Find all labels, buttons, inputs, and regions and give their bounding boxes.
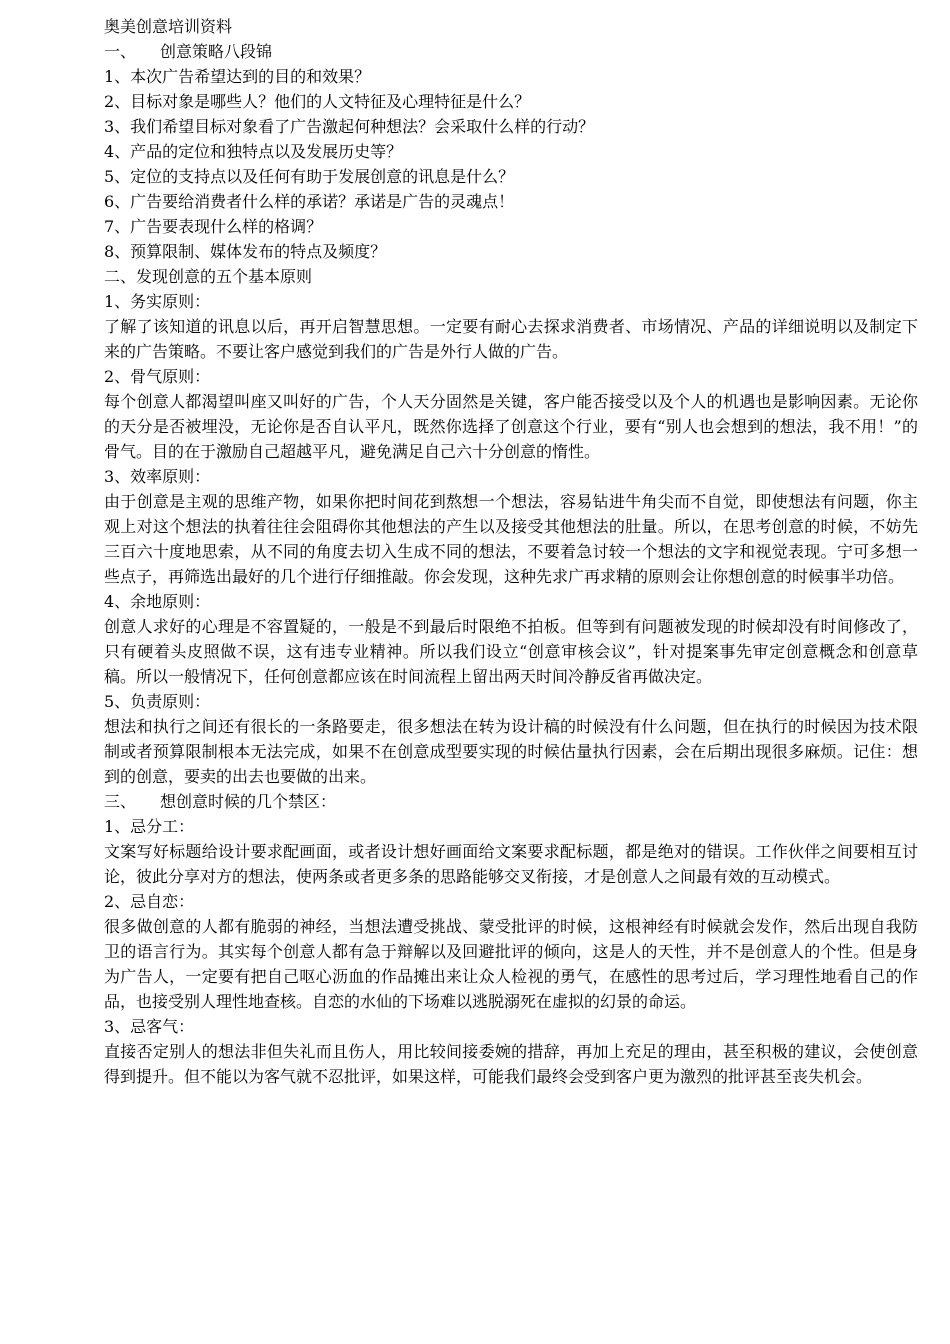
taboo-text-1: 文案写好标题给设计要求配画面，或者设计想好画面给文案要求配标题，都是绝对的错误。工作伙伴之间要相互讨论，彼此分享对方的想法，使两条或者更多条的思路能够交叉衔接，才是创意人之间最有效的互动模式。 [104, 842, 918, 886]
principle-text-2: 每个创意人都渴望叫座又叫好的广告，个人天分固然是关键，客户能否接受以及个人的机遇也是影响因素。无论你的天分是否被埋没，无论你是否自认平凡，既然你选择了创意这个行业，要有“别人也会想到的想法，我不用！”的骨气。目的在于激励自己超越平凡，避免满足自己六十分创意的惰性。 [104, 392, 918, 461]
principle-text-3: 由于创意是主观的思维产物，如果你把时间花到熬想一个想法，容易钻进牛角尖而不自觉，即使想法有问题，你主观上对这个想法的执着往往会阻碍你其他想法的产生以及接受其他想法的肚量。所以，在思考创意的时候，不妨先三百六十度地思索，从不同的角度去切入生成不同的想法，不要着急讨较一个想法的文字和视觉表现。宁可多想一些点子，再筛选出最好的几个进行仔细推敲。你会发现，这种先求广再求精的原则会让你想创意的时候事半功倍。 [104, 492, 918, 586]
principle-text-5: 想法和执行之间还有很长的一条路要走，很多想法在转为设计稿的时候没有什么问题，但在执行的时候因为技术限制或者预算限制根本无法完成，如果不在创意成型要实现的时候估量执行因素，会在后期出现很多麻烦。记住：想到的创意，要卖的出去也要做的出来。 [104, 717, 918, 786]
strategy-item-1: 1、本次广告希望达到的目的和效果？ [104, 67, 371, 86]
strategy-item-6: 6、广告要给消费者什么样的承诺？承诺是广告的灵魂点！ [104, 192, 515, 211]
strategy-item-4: 4、产品的定位和独特点以及发展历史等？ [104, 142, 403, 161]
section-heading-1-number: 一、 [104, 42, 137, 61]
principle-label-4: 4、余地原则： [104, 592, 211, 611]
principle-label-3: 3、效率原则： [104, 467, 211, 486]
document-page [104, 14, 918, 1089]
taboo-label-2: 2、忌自恋： [104, 892, 195, 911]
strategy-item-7: 7、广告要表现什么样的格调？ [104, 217, 323, 236]
strategy-item-5: 5、定位的支持点以及任何有助于发展创意的讯息是什么？ [104, 167, 515, 186]
section-heading-3 [104, 789, 918, 814]
strategy-item-8: 8、预算限制、媒体发布的特点及频度？ [104, 242, 387, 261]
section-heading-1 [104, 39, 918, 64]
taboo-text-2: 很多做创意的人都有脆弱的神经，当想法遭受挑战、蒙受批评的时候，这根神经有时候就会发作，然后出现自我防卫的语言行为。其实每个创意人都有急于辩解以及回避批评的倾向，这是人的天性，并不是创意人的个性。但是身为广告人，一定要有把自己呕心沥血的作品摊出来让众人检视的勇气，在感性的思考过后，学习理性地看自己的作品，也接受别人理性地查核。自恋的水仙的下场难以逃脱溺死在虚拟的幻景的命运。 [104, 917, 918, 1011]
principle-text-1: 了解了该知道的讯息以后，再开启智慧思想。一定要有耐心去探求消费者、市场情况、产品的详细说明以及制定下来的广告策略。不要让客户感觉到我们的广告是外行人做的广告。 [104, 317, 918, 361]
strategy-item-3: 3、我们希望目标对象看了广告激起何种想法？会采取什么样的行动？ [104, 117, 595, 136]
taboo-text-3: 直接否定别人的想法非但失礼而且伤人，用比较间接委婉的措辞，再加上充足的理由，甚至积极的建议，会使创意得到提升。但不能以为客气就不忍批评，如果这样，可能我们最终会受到客户更为激烈的批评甚至丧失机会。 [104, 1042, 918, 1086]
document-title: 奥美创意培训资料 [104, 17, 233, 36]
section-heading-1-text: 创意策略八段锦 [160, 42, 273, 61]
section-heading-2: 二、发现创意的五个基本原则 [104, 267, 313, 286]
taboo-label-1: 1、忌分工： [104, 817, 195, 836]
principle-label-2: 2、骨气原则： [104, 367, 211, 386]
principle-label-5: 5、负责原则： [104, 692, 211, 711]
section-heading-3-text: 想创意时候的几个禁区： [160, 792, 337, 811]
taboo-label-3: 3、忌客气： [104, 1017, 195, 1036]
section-heading-3-number: 三、 [104, 792, 137, 811]
strategy-item-2: 2、目标对象是哪些人？他们的人文特征及心理特征是什么？ [104, 92, 531, 111]
principle-text-4: 创意人求好的心理是不容置疑的，一般是不到最后时限绝不拍板。但等到有问题被发现的时候却没有时间修改了，只有硬着头皮照做不误，这有违专业精神。所以我们设立“创意审核会议”，针对提案事先审定创意概念和创意草稿。所以一般情况下，任何创意都应该在时间流程上留出两天时间冷静反省再做决定。 [104, 617, 918, 686]
principle-label-1: 1、务实原则： [104, 292, 211, 311]
